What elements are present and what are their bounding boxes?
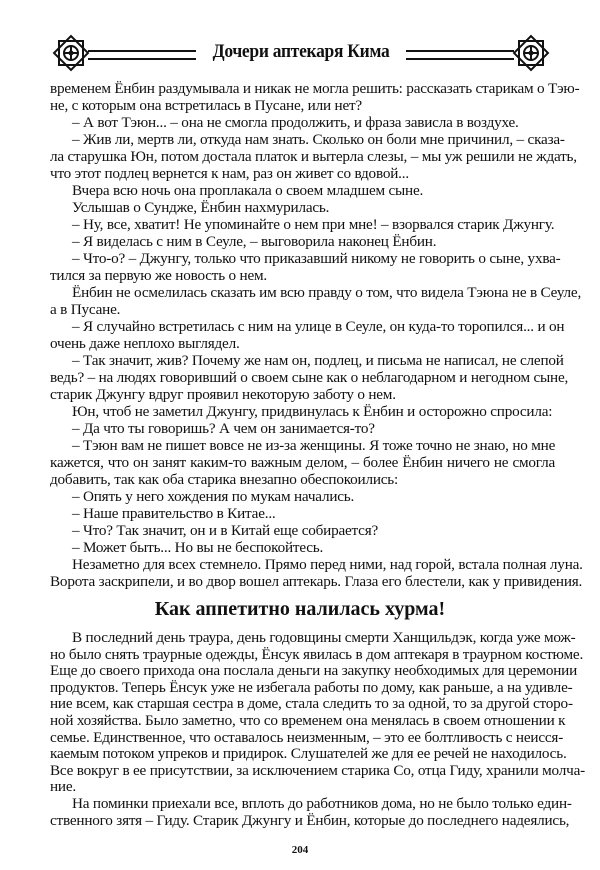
text-line: – Что? Так значит, он и в Китай еще собирается? <box>72 522 379 539</box>
running-header <box>48 30 554 76</box>
text-line: ведь? – на людях говоривший о своем сыне как о неблагодарном и негодном сыне, <box>50 369 569 386</box>
body-text-section-2 <box>50 629 585 829</box>
text-line: Вчера всю ночь она проплакала о своем младшем сыне. <box>72 182 424 199</box>
text-line: – А вот Тэюн... – она не смогла продолжить, и фраза зависла в воздухе. <box>72 114 519 131</box>
header-rule-right <box>406 50 514 60</box>
text-line: Ёнбин не осмелилась сказать им всю правду о том, что видела Тэюна не в Сеуле, <box>72 284 582 301</box>
page-number: 204 <box>291 844 309 856</box>
text-line: а в Пусане. <box>50 301 121 318</box>
text-line: На поминки приехали все, вплоть до работников дома, но не было только един- <box>72 794 572 812</box>
text-line: – Наше правительство в Китае... <box>72 505 276 522</box>
text-line: Услышав о Сундже, Ёнбин нахмурилась. <box>72 199 330 216</box>
text-line: очень даже неплохо выглядел. <box>50 335 240 352</box>
text-line: ной хозяйства. Было заметно, что со временем она менялась в своем отношении к <box>50 711 566 729</box>
text-line: ние всем, как старшая сестра в доме, стала следить то за одной, то за другой сторо- <box>50 695 573 713</box>
text-line: не, с которым она встретилась в Пусане, или нет? <box>50 97 362 114</box>
text-line: – Я случайно встретилась с ним на улице в Сеуле, он куда-то торопился... и он <box>72 318 565 335</box>
text-line: но было снять траурные одежды, Ёнсук явилась в дом аптекаря в траурном костюме. <box>50 645 584 663</box>
text-line: Ворота заскрипели, и во двор вошел аптекарь. Глаза его блестели, как у привидения. <box>50 573 583 590</box>
text-line: В последний день траура, день годовщины смерти Ханщильдэк, когда уже мож- <box>72 629 576 646</box>
running-title: Дочери аптекаря Кима <box>212 41 390 62</box>
text-line: – Опять у него хождения по мукам начались. <box>72 488 355 505</box>
text-line: Еще до своего прихода она послала деньги на закупку необходимых для церемонии <box>50 662 577 680</box>
text-line: временем Ёнбин раздумывала и никак не могла решить: рассказать старикам о Тэю- <box>50 80 580 97</box>
text-line: – Что-о? – Джунгу, только что приказавший никому не говорить о сыне, ухва- <box>72 250 561 267</box>
text-line: продуктов. Теперь Ёнсук уже не избегала работы по дому, как раньше, а на удивле- <box>50 678 573 696</box>
text-line: – Да что ты говоришь? А чем он занимается-то? <box>72 420 375 437</box>
text-line: что этот подлец вернется к нам, раз он живет со вдовой... <box>50 165 409 182</box>
text-line: каемым потоком упреков и придирок. Слушателей же для ее речей не находилось. <box>50 745 567 763</box>
text-line: – Тэюн вам не пишет вовсе не из-за женщины. Я тоже точно не знаю, но мне <box>72 437 556 454</box>
text-line: – Ну, все, хватит! Не упоминайте о нем при мне! – взорвался старик Джунгу. <box>72 216 555 233</box>
text-line: – Может быть... Но вы не беспокойтесь. <box>72 539 324 556</box>
text-line: Незаметно для всех стемнело. Прямо перед ними, над горой, встала полная луна. <box>72 556 583 573</box>
mandala-ornament-icon <box>508 30 554 76</box>
text-line: Юн, чтоб не заметил Джунгу, придвинулась к Ёнбин и осторожно спросила: <box>72 403 553 420</box>
text-line: старик Джунгу вдруг проявил некоторую заботу о нем. <box>50 386 396 403</box>
text-line: – Так значит, жив? Почему же нам он, подлец, и письма не написал, не слепой <box>72 352 564 369</box>
body-text-section-1 <box>50 80 583 590</box>
text-line: Все вокруг в ее присутствии, за исключением старика Со, отца Гиду, хранили молча- <box>50 761 585 779</box>
text-line: – Я виделась с ним в Сеуле, – выговорила наконец Ёнбин. <box>72 233 437 250</box>
text-line: тился за первую же новость о нем. <box>50 267 268 284</box>
chapter-heading: Как аппетитно налилась хурма! <box>154 598 446 620</box>
text-line: ние. <box>50 778 76 796</box>
text-line: ственного зятя – Гиду. Старик Джунгу и Ёнбин, которые до последнего надеялись, <box>50 811 570 829</box>
text-line: добавить, так как оба старика внезапно обеспокоились: <box>50 471 399 488</box>
text-line: семье. Единственное, что оставалось неизменным, – это ее болтливость с неисся- <box>50 728 564 746</box>
text-line: кажется, что он занят каким-то важным делом, – более Ёнбин ничего не смогла <box>50 454 555 471</box>
text-line: – Жив ли, мертв ли, откуда нам знать. Сколько он боли мне причинил, – сказа- <box>72 131 565 148</box>
text-line: ла старушка Юн, потом достала платок и вытерла слезы, – мы уж решили не ждать, <box>50 148 577 165</box>
